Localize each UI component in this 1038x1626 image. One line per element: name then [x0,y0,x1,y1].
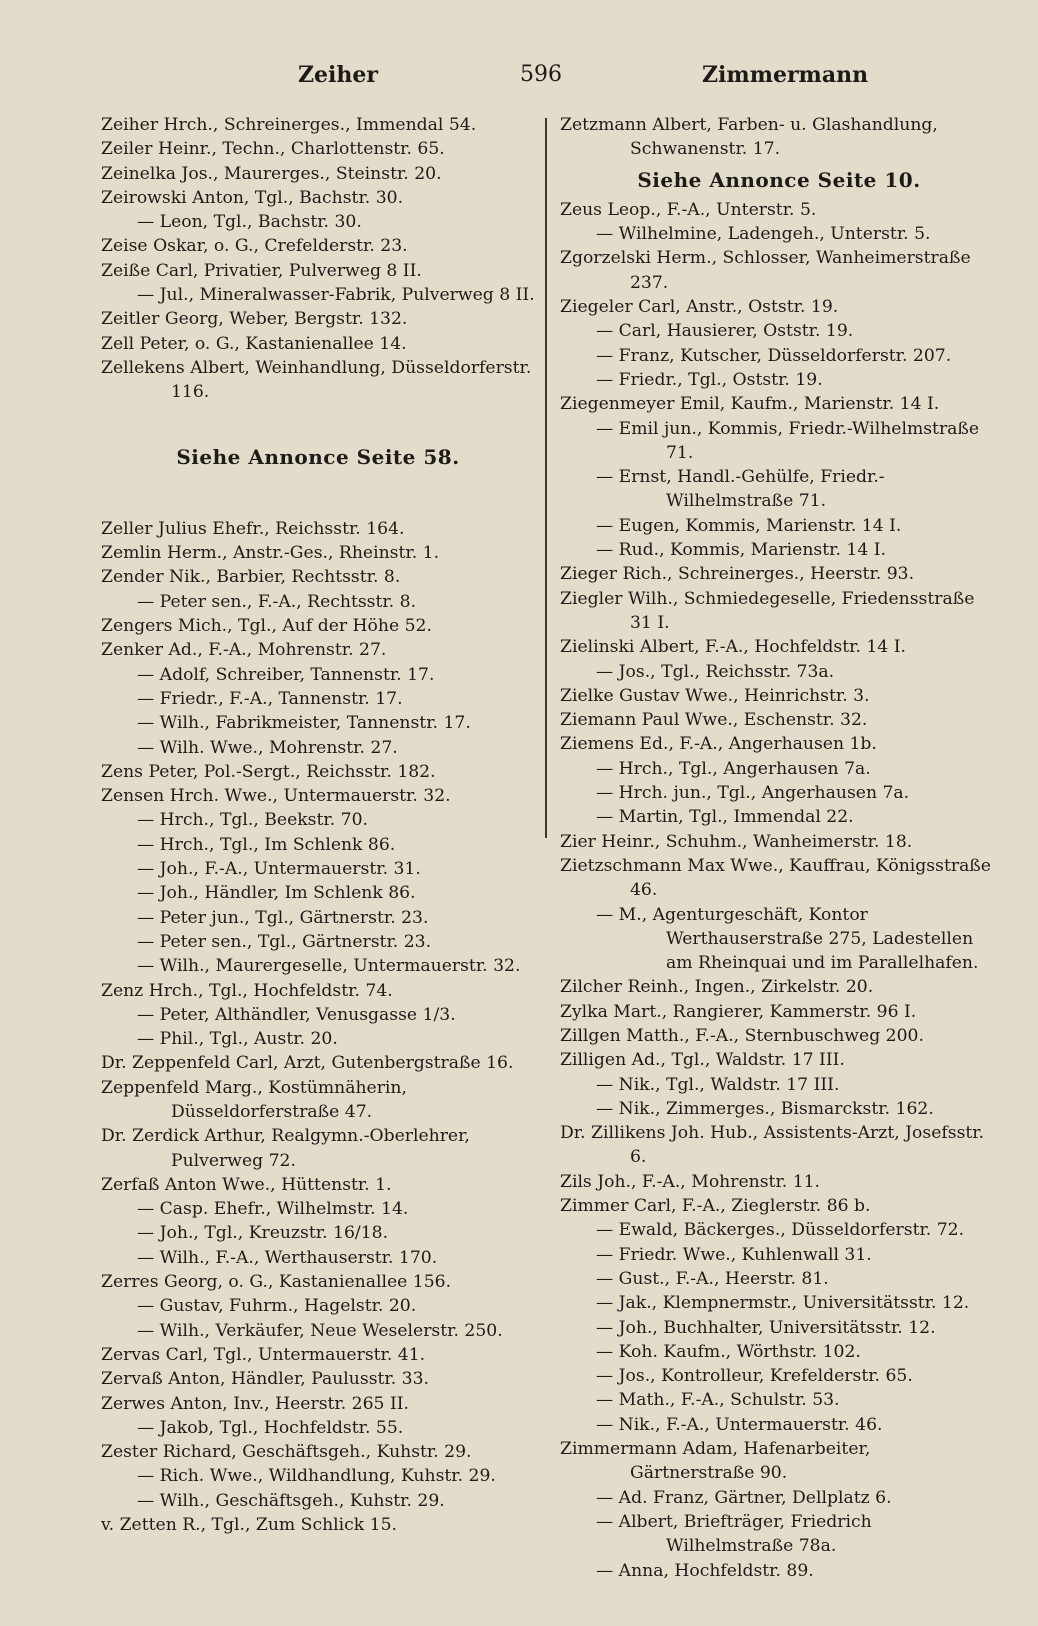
list-item: — Ernst, Handl.-Gehülfe, Friedr.-Wilhelmstraße 71. [596,467,885,512]
list-item: — Wilh., Verkäufer, Neue Weselerstr. 250. [137,1320,503,1341]
list-item: — Jos., Kontrolleur, Krefelderstr. 65. [596,1366,913,1387]
list-item: — Jul., Mineralwasser-Fabrik, Pulverweg 8 II. [137,285,535,306]
left-column [101,113,535,1537]
list-item: Zenz Hrch., Tgl., Hochfeldstr. 74. [101,980,393,1001]
list-item: Zender Nik., Barbier, Rechtsstr. 8. [101,567,401,588]
list-item: — Friedr., Tgl., Oststr. 19. [596,369,823,390]
list-item: — Rud., Kommis, Marienstr. 14 I. [596,540,886,561]
list-item: — Nik., F.-A., Untermauerstr. 46. [596,1414,883,1435]
list-item: — Franz, Kutscher, Düsseldorferstr. 207. [596,345,952,366]
list-item: Zeppenfeld Marg., Kostümnäherin, Düsseldorferstraße 47. [101,1077,407,1122]
list-item: — Joh., Buchhalter, Universitätsstr. 12. [596,1317,936,1338]
list-item: — Carl, Hausierer, Oststr. 19. [596,321,854,342]
list-item: Zervaß Anton, Händler, Paulusstr. 33. [101,1369,430,1390]
list-item: Zielinski Albert, F.-A., Hochfeldstr. 14 I. [560,637,906,658]
list-item: — Wilh., Geschäftsgeh., Kuhstr. 29. [137,1490,445,1511]
list-item: Zenker Ad., F.-A., Mohrenstr. 27. [101,640,387,661]
list-item: Ziemens Ed., F.-A., Angerhausen 1b. [560,734,877,755]
list-item: Zetzmann Albert, Farben- u. Glashandlung, Schwanenstr. 17. [560,115,938,160]
list-item: Ziegler Wilh., Schmiedegeselle, Friedensstraße 31 I. [560,588,975,633]
list-item: — Joh., Händler, Im Schlenk 86. [137,883,416,904]
header-left-catchword: Zeiher [298,62,378,88]
list-item: Ziemann Paul Wwe., Eschenstr. 32. [560,710,868,731]
column-rule [545,118,547,838]
list-item: Zemlin Herm., Anstr.-Ges., Rheinstr. 1. [101,543,440,564]
list-item: Zilcher Reinh., Ingen., Zirkelstr. 20. [560,977,874,998]
list-item: Dr. Zerdick Arthur, Realgymn.-Oberlehrer, Pulverweg 72. [101,1126,470,1171]
page-number: 596 [520,62,562,87]
list-item: — Casp. Ehefr., Wilhelmstr. 14. [137,1199,409,1220]
list-item: Zillgen Matth., F.-A., Sternbuschweg 200. [560,1025,924,1046]
list-item: v. Zetten R., Tgl., Zum Schlick 15. [101,1515,397,1536]
list-item: Ziegenmeyer Emil, Kaufm., Marienstr. 14 I. [560,394,940,415]
list-item: Zerfaß Anton Wwe., Hüttenstr. 1. [101,1174,392,1195]
list-item: Zgorzelski Herm., Schlosser, Wanheimerstraße 237. [560,248,971,293]
list-item: — Gustav, Fuhrm., Hagelstr. 20. [137,1296,417,1317]
list-item: — Phil., Tgl., Austr. 20. [137,1029,338,1050]
list-item: Zellekens Albert, Weinhandlung, Düsseldorferstr. 116. [101,357,532,403]
list-item: — Jak., Klempnermstr., Universitätsstr. 12. [596,1293,970,1314]
list-item: — Leon, Tgl., Bachstr. 30. [137,212,362,233]
list-item: — Hrch., Tgl., Angerhausen 7a. [596,758,871,779]
list-item: — Wilh., Maurergeselle, Untermauerstr. 32. [137,956,521,977]
list-item: Zervas Carl, Tgl., Untermauerstr. 41. [101,1344,426,1365]
list-item: Zensen Hrch. Wwe., Untermauerstr. 32. [101,786,451,807]
list-item: Zeinelka Jos., Maurerges., Steinstr. 20. [101,163,442,184]
list-item: — Peter sen., Tgl., Gärtnerstr. 23. [137,931,432,952]
list-item: Zeller Julius Ehefr., Reichsstr. 164. [101,518,405,539]
list-item: Zils Joh., F.-A., Mohrenstr. 11. [560,1171,821,1192]
list-item: — Koh. Kaufm., Wörthstr. 102. [596,1341,861,1362]
list-item: Zeiße Carl, Privatier, Pulverweg 8 II. [101,260,422,281]
list-item: — Joh., F.-A., Untermauerstr. 31. [137,859,421,880]
list-item: Zilligen Ad., Tgl., Waldstr. 17 III. [560,1050,845,1071]
advertisement-notice: Siehe Annonce Seite 58. [176,444,460,469]
list-item: — Hrch., Tgl., Beekstr. 70. [137,810,368,831]
list-item: Zengers Mich., Tgl., Auf der Höhe 52. [101,616,432,637]
advertisement-notice: Siehe Annonce Seite 10. [637,167,921,192]
list-item: Zier Heinr., Schuhm., Wanheimerstr. 18. [560,831,913,852]
list-item: Zester Richard, Geschäftsgeh., Kuhstr. 29. [101,1442,472,1463]
list-item: — Ewald, Bäckerges., Düsseldorferstr. 72. [596,1220,965,1241]
running-head [0,58,1038,98]
list-item: Zietzschmann Max Wwe., Kauffrau, Königsstraße 46. [560,855,991,901]
right-column [560,113,998,1583]
list-item: Zeiler Heinr., Techn., Charlottenstr. 65. [101,139,445,160]
list-item: Zylka Mart., Rangierer, Kammerstr. 96 I. [560,1001,917,1022]
list-item: — Peter sen., F.-A., Rechtsstr. 8. [137,591,417,612]
list-item: — Ad. Franz, Gärtner, Dellplatz 6. [596,1487,892,1508]
list-item: — Friedr. Wwe., Kuhlenwall 31. [596,1244,872,1265]
list-item: — Peter, Althändler, Venusgasse 1/3. [137,1004,456,1025]
list-item: — Nik., Zimmerges., Bismarckstr. 162. [596,1098,934,1119]
list-item: — Jos., Tgl., Reichsstr. 73a. [596,661,835,682]
list-item: Dr. Zeppenfeld Carl, Arzt, Gutenbergstraße 16. [101,1053,514,1074]
list-item: Zielke Gustav Wwe., Heinrichstr. 3. [560,685,870,706]
list-item: — Wilh., Fabrikmeister, Tannenstr. 17. [137,713,471,734]
list-item: — Eugen, Kommis, Marienstr. 14 I. [596,515,902,536]
list-item: Zeitler Georg, Weber, Bergstr. 132. [101,309,408,330]
list-item: Zeirowski Anton, Tgl., Bachstr. 30. [101,187,404,208]
list-item: Zieger Rich., Schreinerges., Heerstr. 93. [560,564,915,585]
list-item: — Adolf, Schreiber, Tannenstr. 17. [137,664,435,685]
list-item: Zerres Georg, o. G., Kastanienallee 156. [101,1272,452,1293]
list-item: — Math., F.-A., Schulstr. 53. [596,1390,840,1411]
list-item: — Jakob, Tgl., Hochfeldstr. 55. [137,1417,404,1438]
list-item: — Wilh., F.-A., Werthauserstr. 170. [137,1247,438,1268]
list-item: — Friedr., F.-A., Tannenstr. 17. [137,688,403,709]
list-item: — Joh., Tgl., Kreuzstr. 16/18. [137,1223,389,1244]
list-item: Zeise Oskar, o. G., Crefelderstr. 23. [101,236,408,257]
list-item: Zimmermann Adam, Hafenarbeiter, Gärtnerstraße 90. [560,1439,871,1484]
list-item: Zeiher Hrch., Schreinerges., Immendal 54. [101,115,477,135]
list-item: — Anna, Hochfeldstr. 89. [596,1560,814,1581]
list-item: Zeus Leop., F.-A., Unterstr. 5. [560,199,817,220]
list-item: Zerwes Anton, Inv., Heerstr. 265 II. [101,1393,409,1414]
list-item: — Gust., F.-A., Heerstr. 81. [596,1268,829,1289]
list-item: — Wilhelmine, Ladengeh., Unterstr. 5. [596,224,931,245]
list-item: — Martin, Tgl., Immendal 22. [596,807,854,828]
list-item: — Emil jun., Kommis, Friedr.-Wilhelmstraße 71. [596,418,980,463]
list-item: Zell Peter, o. G., Kastanienallee 14. [101,333,407,354]
list-item: — M., Agenturgeschäft, Kontor Werthauserstraße 275, Ladestellen am Rheinquai und im Parallelhafen. [596,904,979,974]
list-item: — Wilh. Wwe., Mohrenstr. 27. [137,737,398,758]
list-item: — Albert, Briefträger, Friedrich Wilhelmstraße 78a. [596,1511,872,1557]
list-item: Ziegeler Carl, Anstr., Oststr. 19. [560,297,839,318]
list-item: Dr. Zillikens Joh. Hub., Assistents-Arzt, Josefsstr. 6. [560,1123,985,1168]
list-item: Zimmer Carl, F.-A., Zieglerstr. 86 b. [560,1196,871,1217]
list-item: — Nik., Tgl., Waldstr. 17 III. [596,1074,840,1095]
list-item: Zens Peter, Pol.-Sergt., Reichsstr. 182. [101,761,436,782]
list-item: — Rich. Wwe., Wildhandlung, Kuhstr. 29. [137,1466,496,1487]
header-right-catchword: Zimmermann [702,62,869,88]
list-item: — Peter jun., Tgl., Gärtnerstr. 23. [137,907,429,928]
list-item: — Hrch., Tgl., Im Schlenk 86. [137,834,396,855]
list-item: — Hrch. jun., Tgl., Angerhausen 7a. [596,783,910,804]
